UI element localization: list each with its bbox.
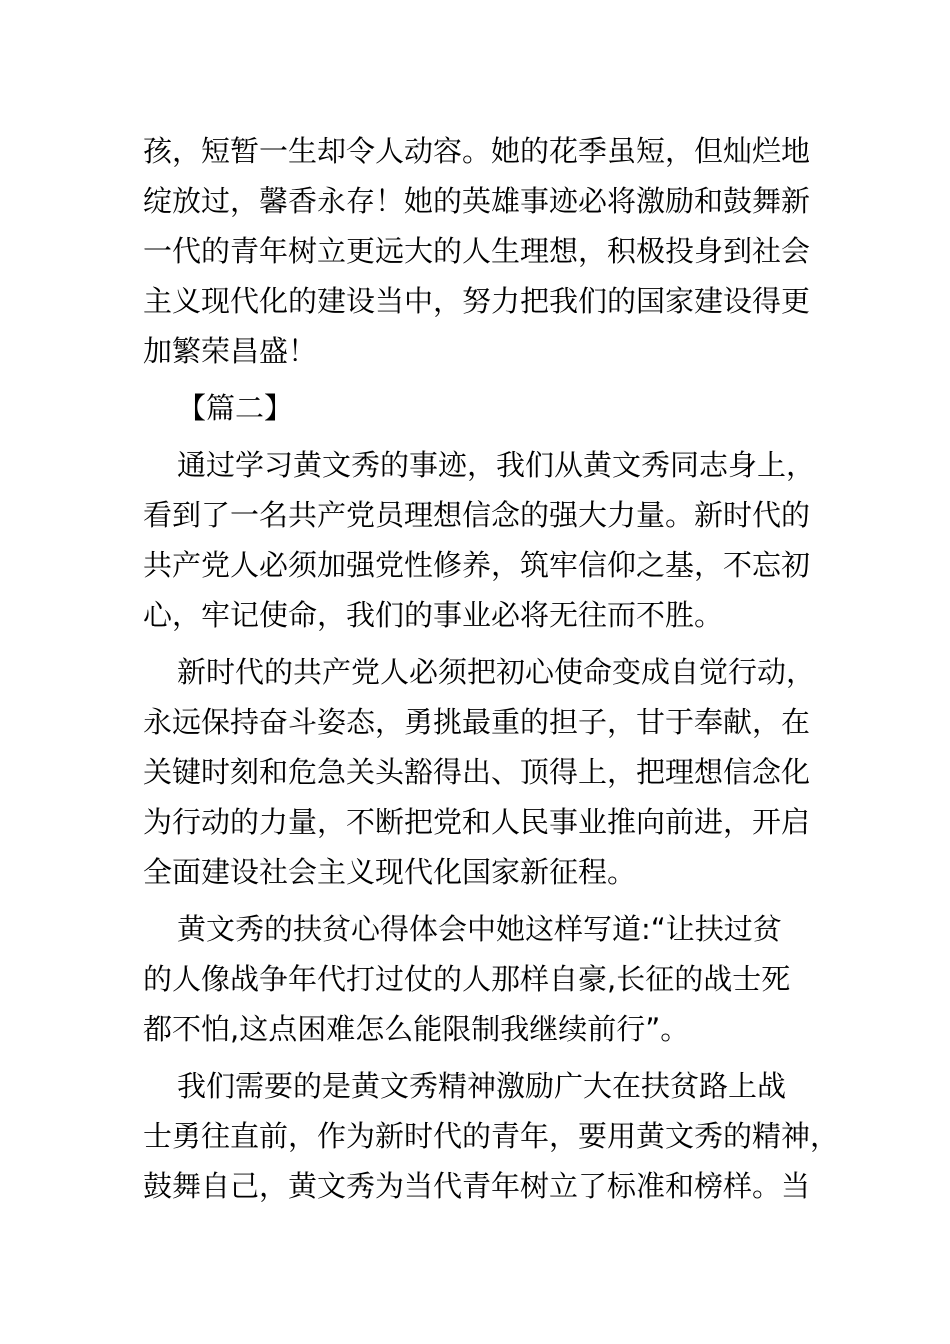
- text-line: 鼓舞自己，黄文秀为当代青年树立了标准和榜样。当: [143, 1169, 811, 1203]
- text-line: 主义现代化的建设当中，努力把我们的国家建设得更: [143, 284, 811, 318]
- section-heading-block: [143, 383, 823, 433]
- text-line: 绽放过，馨香永存！她的英雄事迹必将激励和鼓舞新: [143, 184, 811, 218]
- paragraph-4: [143, 1061, 840, 1211]
- text-line: 关键时刻和危急关头豁得出、顶得上，把理想信念化: [143, 755, 811, 789]
- text-line: 永远保持奋斗姿态，勇挑最重的担子，甘于奉献，在: [143, 705, 811, 739]
- text-line: 加繁荣昌盛！: [143, 334, 318, 368]
- text-line: 孩，短暂一生却令人动容。她的花季虽短，但灿烂地: [143, 134, 811, 168]
- text-line: 我们需要的是黄文秀精神激励广大在扶贫路上战: [177, 1069, 787, 1103]
- paragraph-intro: [143, 126, 823, 376]
- text-line: 新时代的共产党人必须把初心使命变成自觉行动，: [177, 655, 816, 689]
- document-body: [143, 126, 840, 1211]
- text-line: 为行动的力量，不断把党和人民事业推向前进，开启: [143, 805, 811, 839]
- text-line: 都不怕,这点困难怎么能限制我继续前行”。: [143, 1012, 690, 1046]
- paragraph-1: [143, 440, 823, 640]
- text-line: 一代的青年树立更远大的人生理想，积极投身到社会: [143, 234, 811, 268]
- text-line: 全面建设社会主义现代化国家新征程。: [143, 855, 637, 889]
- text-line: 共产党人必须加强党性修养，筑牢信仰之基，不忘初: [143, 548, 811, 582]
- text-line: 看到了一名共产党员理想信念的强大力量。新时代的: [143, 498, 811, 532]
- text-line: 黄文秀的扶贫心得体会中她这样写道:“让扶过贫: [177, 912, 782, 946]
- paragraph-3: [143, 904, 823, 1054]
- section-heading: 【篇二】: [177, 391, 294, 425]
- text-line: 士勇往直前，作为新时代的青年，要用黄文秀的精神，: [143, 1119, 840, 1153]
- text-line: 心，牢记使命，我们的事业必将无往而不胜。: [143, 598, 724, 632]
- text-line: 的人像战争年代打过仗的人那样自豪,长征的战士死: [143, 962, 791, 996]
- paragraph-2: [143, 647, 823, 897]
- text-line: 通过学习黄文秀的事迹，我们从黄文秀同志身上，: [177, 448, 816, 482]
